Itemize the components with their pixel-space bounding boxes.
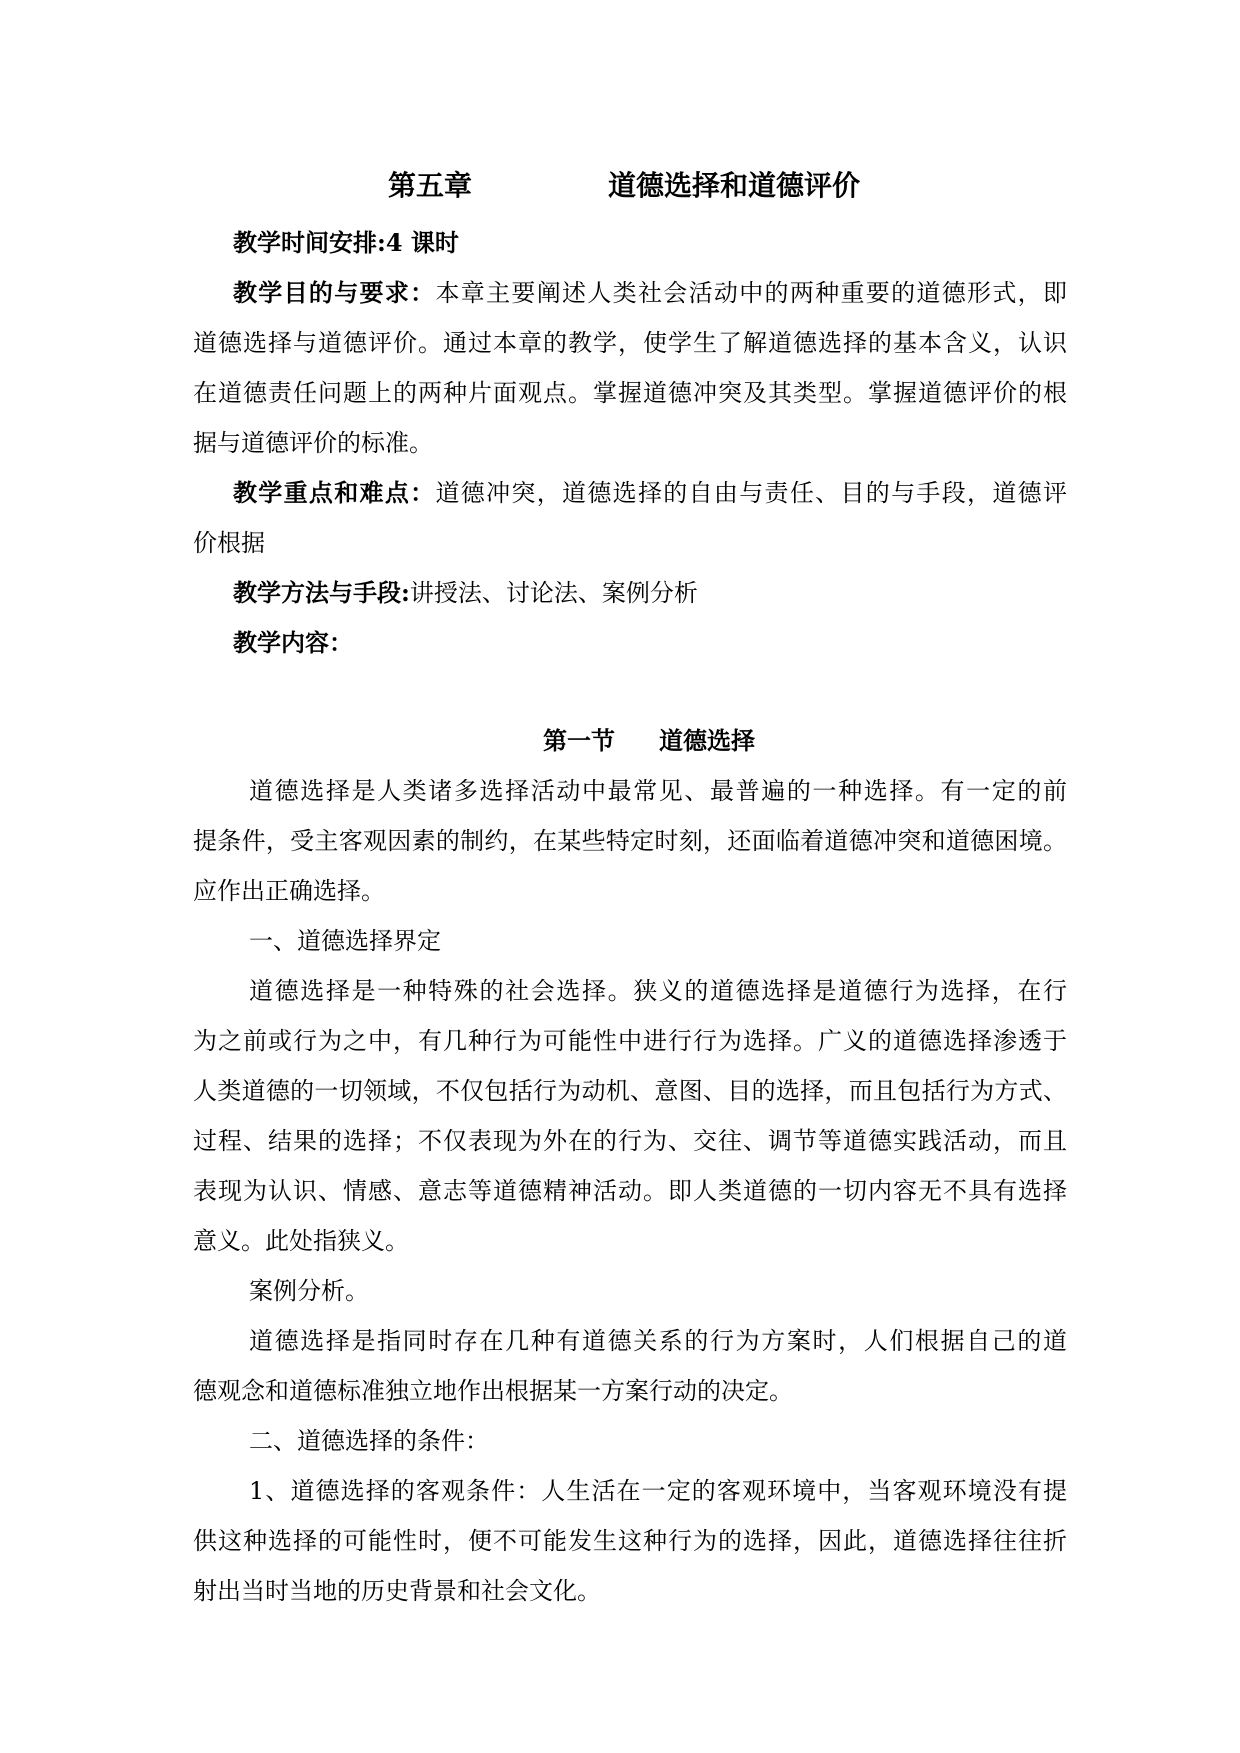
paragraph-line: 德观念和道德标准独立地作出根据某一方案行动的决定。 [193, 1377, 793, 1405]
teaching-aim-text: 本章主要阐述人类社会活动中的两种重要的道德形式，即 [435, 279, 1067, 307]
paragraph-line: 道德选择是一种特殊的社会选择。狭义的道德选择是道德行为选择，在行 [249, 977, 1067, 1005]
text-line: 道德选择与道德评价。通过本章的教学，使学生了解道德选择的基本含义，认识 [193, 329, 1067, 357]
paragraph-line: 供这种选择的可能性时，便不可能发生这种行为的选择，因此，道德选择往往折 [193, 1527, 1067, 1555]
key-points-text: 道德冲突，道德选择的自由与责任、目的与手段，道德评 [435, 479, 1067, 507]
section-number: 第一节 [543, 726, 615, 755]
chapter-name: 道德选择和道德评价 [608, 169, 861, 202]
section-name: 道德选择 [659, 726, 755, 755]
chapter-title [0, 164, 1240, 204]
paragraph-line: 二、道德选择的条件： [249, 1427, 489, 1455]
teaching-time-value: 4 课时 [385, 228, 459, 257]
paragraph-line: 意义。此处指狭义。 [193, 1227, 409, 1255]
paragraph-line: 案例分析。 [249, 1277, 369, 1305]
chapter-number: 第五章 [388, 169, 473, 202]
section-title [193, 716, 1067, 766]
paragraph-line: 提条件，受主客观因素的制约，在某些特定时刻，还面临着道德冲突和道德困境。 [193, 827, 1067, 855]
text-line: 据与道德评价的标准。 [193, 429, 433, 457]
teaching-aim [193, 268, 1067, 318]
paragraph-line: 人类道德的一切领域，不仅包括行为动机、意图、目的选择，而且包括行为方式、 [193, 1077, 1067, 1105]
text-line: 价根据 [193, 529, 265, 557]
key-points-label: 教学重点和难点： [233, 478, 436, 507]
paragraph-line: 道德选择是人类诸多选择活动中最常见、最普遍的一种选择。有一定的前 [249, 777, 1067, 805]
text-line: 在道德责任问题上的两种片面观点。掌握道德冲突及其类型。掌握道德评价的根 [193, 379, 1067, 407]
paragraph-line: 应作出正确选择。 [193, 877, 385, 905]
paragraph-line: 过程、结果的选择；不仅表现为外在的行为、交往、调节等道德实践活动，而且 [193, 1127, 1067, 1155]
paragraph-line: 射出当时当地的历史背景和社会文化。 [193, 1577, 601, 1605]
paragraph-line: 为之前或行为之中，有几种行为可能性中进行行为选择。广义的道德选择渗透于 [193, 1027, 1067, 1055]
paragraph-line: 一、道德选择界定 [249, 927, 441, 955]
section-body [193, 766, 1067, 1616]
key-points [193, 468, 1067, 518]
teaching-aim-label: 教学目的与要求： [233, 278, 436, 307]
teaching-method [193, 568, 1067, 618]
teaching-method-value: 讲授法、讨论法、案例分析 [409, 579, 698, 607]
teaching-content-label-text: 教学内容： [233, 628, 353, 657]
paragraph-line: 表现为认识、情感、意志等道德精神活动。即人类道德的一切内容无不具有选择 [193, 1177, 1067, 1205]
teaching-method-label: 教学方法与手段: [233, 578, 410, 607]
teaching-content-label [193, 618, 1067, 668]
teaching-time [193, 218, 1067, 268]
paragraph-line: 1、道德选择的客观条件：人生活在一定的客观环境中，当客观环境没有提 [249, 1477, 1067, 1505]
teaching-time-label: 教学时间安排: [233, 228, 386, 257]
document-body [193, 218, 1067, 1616]
spacer [193, 668, 1067, 716]
paragraph-line: 道德选择是指同时存在几种有道德关系的行为方案时，人们根据自己的道 [249, 1327, 1067, 1355]
